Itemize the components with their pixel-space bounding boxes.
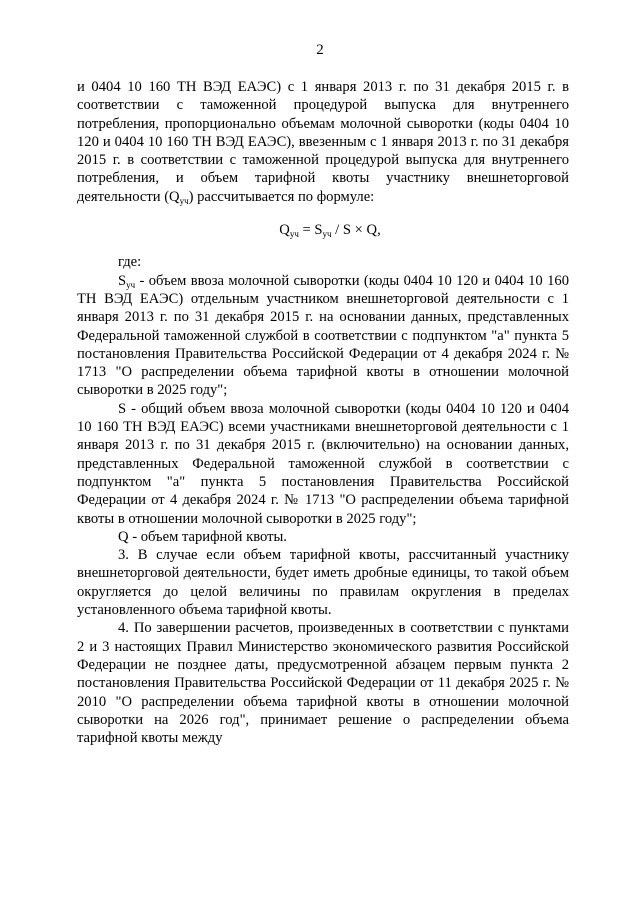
page-number: 2 (316, 42, 324, 58)
formula-q: Q (279, 222, 290, 239)
formula (77, 221, 569, 239)
item-3: 3. В случае если объем тарифной квоты, рассчитанный участнику внешнеторговой деятельности, будет иметь дробные единицы, то такой объем округляется до целой величины по правилам округления в пределах установленного объема тарифной квоты. (77, 547, 569, 619)
paragraph-continuation (77, 78, 569, 206)
definition-s: S - общий объем ввоза молочной сыворотки (коды 0404 10 120 и 0404 10 160 ТН ВЭД ЕАЭС) всеми участниками внешнеторговой деятельности с 1 января 2013 г. по 31 декабря 2015 г. (включительно) на основании данных, представленных Федеральной таможенной службой в соответствии с подпунктом "а" пункта 5 постановления Правительства Российской Федерации от 4 декабря 2024 г. № 1713 "О распределении объема тарифной квоты в отношении молочной сыворотки в 2025 году"; (77, 400, 569, 527)
formula-s-subscript: уч (322, 229, 332, 240)
definition-symbol: S (118, 272, 127, 289)
formula-q-subscript: уч (289, 229, 299, 240)
formula-rest: / S × Q, (331, 222, 381, 239)
formula-equals-s: = S (298, 222, 323, 239)
definition-q: Q - объем тарифной квоты. (118, 528, 287, 545)
subscript-uch: уч (179, 195, 189, 206)
paragraph-text: и 0404 10 160 ТН ВЭД ЕАЭС) с 1 января 2013 г. по 31 декабря 2015 г. в соответствии с таможенной процедурой выпуска для внутреннего потребления, пропорционально объемам молочной сыворотки (коды 0404 10 120 и 0404 10 160 ТН ВЭД ЕАЭС), ввезенным с 1 января 2013 г. по 31 декабря 2015 г. в соответствии с таможенной процедурой выпуска для внутреннего потребления, и объем тарифной квоты участнику внешнеторговой деятельности (Q (77, 79, 569, 205)
item-4: 4. По завершении расчетов, произведенных в соответствии с пунктами 2 и 3 настоящих Правил Министерство экономического развития Российской Федерации не позднее даты, предусмотренной абзацем первым пункта 2 постановления Правительства Российской Федерации от 11 декабря 2025 г. № 2010 "О распределении объема тарифной квоты в отношении молочной сыворотки на 2026 год", принимает решение о распределении объема тарифной квоты между (77, 620, 569, 747)
definition-text: - объем ввоза молочной сыворотки (коды 0404 10 120 и 0404 10 160 ТН ВЭД ЕАЭС) отдельным участником внешнеторговой деятельности с 1 января 2013 г. по 31 декабря 2015 г. на основании данных, представленных Федеральной таможенной службой в соответствии с подпунктом "а" пункта 5 постановления Правительства Российской Федерации от 4 декабря 2024 г. № 1713 "О распределении объема тарифной квоты в отношении молочной сыворотки в 2025 году"; (77, 272, 569, 399)
where-label: где: (118, 254, 142, 271)
definition-symbol-subscript: уч (126, 279, 136, 290)
document-body (77, 78, 569, 747)
definition-s-uch (77, 272, 569, 400)
paragraph-text-end: ) рассчитывается по формуле: (188, 188, 375, 205)
